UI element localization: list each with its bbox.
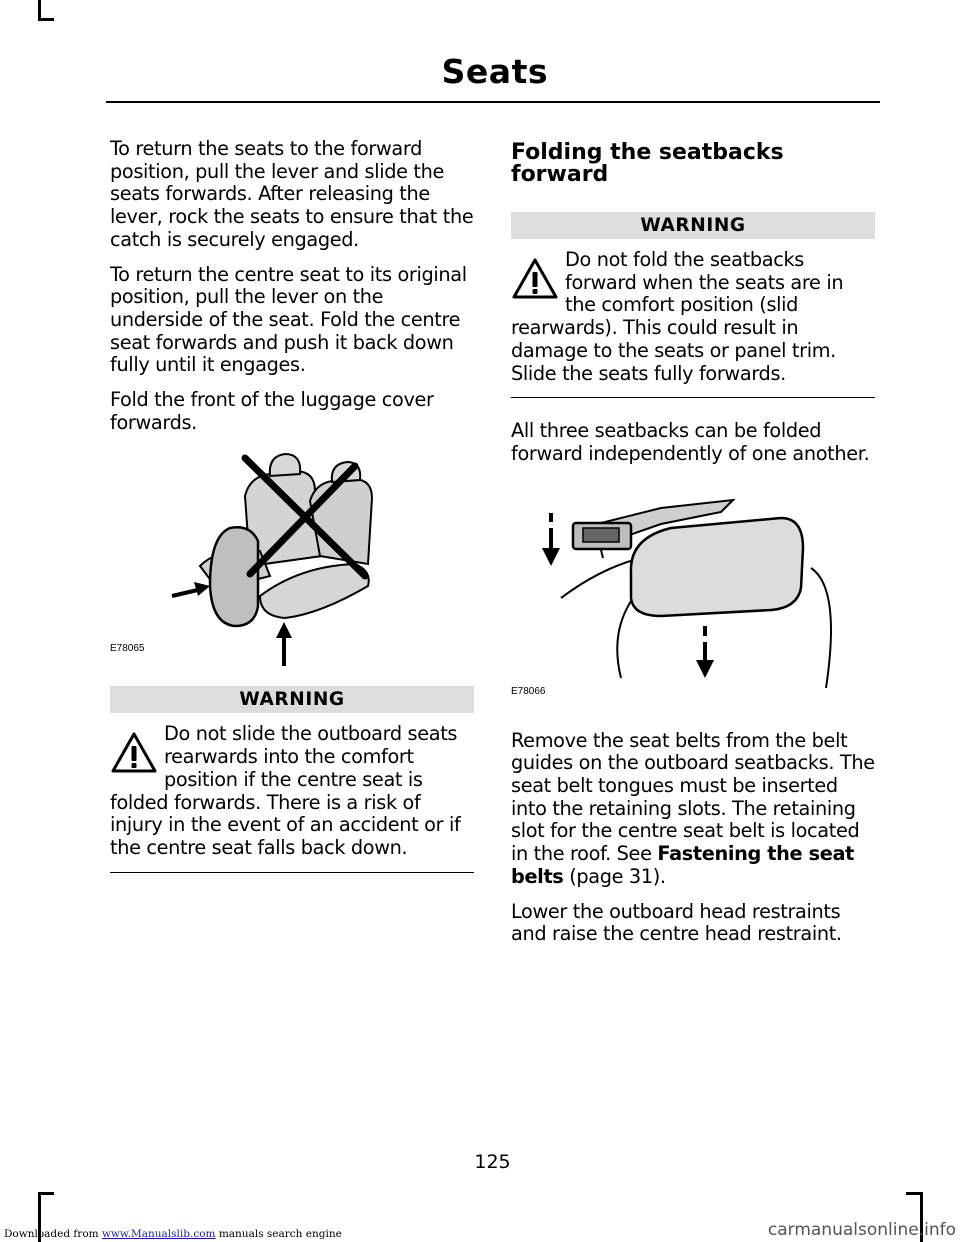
warning-heading: WARNING <box>110 686 474 713</box>
paragraph: All three seatbacks can be folded forward independently of one another. <box>511 419 870 465</box>
page-number: 125 <box>474 1151 511 1173</box>
paragraph-seat-belts <box>511 730 875 889</box>
paragraph-text: Remove the seat belts from the belt guides on the outboard seatbacks. The seat belt tongues must be inserted into the retaining slots. The retaining slot for the centre seat belt is located in the roof. See <box>511 728 875 866</box>
figure-code: E78066 <box>511 685 546 697</box>
warning-triangle-icon <box>110 731 158 775</box>
figure-seatback-fold <box>511 478 875 716</box>
watermark: carmanualsonline.info <box>767 1220 956 1240</box>
warning-rule <box>110 872 474 873</box>
download-footer <box>4 1228 342 1240</box>
paragraph: Fold the front of the luggage cover forwards. <box>110 388 434 434</box>
warning-rule <box>511 397 875 398</box>
warning-box <box>511 249 875 398</box>
warning-heading: WARNING <box>511 212 875 239</box>
seatback-fold-illustration <box>511 478 875 716</box>
warning-triangle-icon <box>511 257 559 301</box>
cross-reference-link[interactable]: Fastening the seat belts <box>511 842 854 888</box>
figure-seat-slide <box>110 446 474 672</box>
title-rule <box>106 101 880 103</box>
paragraph: Lower the outboard head restraints and raise the centre head restraint. <box>511 899 842 946</box>
page-reference: (page 31). <box>569 864 666 888</box>
seat-slide-illustration <box>110 446 474 672</box>
crop-mark <box>38 0 41 20</box>
warning-box <box>110 723 474 872</box>
warning-text: Do not fold the seatbacks forward when the seats are in the comfort position (slid rearwards). This could result in damage to the seats or panel trim. Slide the seats fully forwards. <box>511 248 844 385</box>
warning-text: Do not slide the outboard seats rearwards into the comfort position if the centre seat is folded forwards. There is a risk of injury in the event of an accident or if the centre seat falls back down. <box>110 722 461 859</box>
figure-code: E78065 <box>110 643 145 655</box>
footer-prefix: Downloaded from <box>4 1228 99 1240</box>
crop-mark <box>38 18 54 21</box>
footer-suffix: manuals search engine <box>218 1228 342 1240</box>
section-heading: Folding the seatbacks forward <box>511 140 784 187</box>
footer-link[interactable]: www.Manualslib.com <box>101 1228 216 1240</box>
paragraph: To return the seats to the forward position, pull the lever and slide the seats forwards. After releasing the lever, rock the seats to ensure that the catch is securely engaged. <box>110 137 474 251</box>
right-column <box>511 138 875 958</box>
page-title: Seats <box>441 52 548 91</box>
left-column <box>110 138 474 873</box>
paragraph: To return the centre seat to its original position, pull the lever on the underside of the seat. Fold the centre seat forwards and push it back down fully until it engages. <box>110 262 467 377</box>
